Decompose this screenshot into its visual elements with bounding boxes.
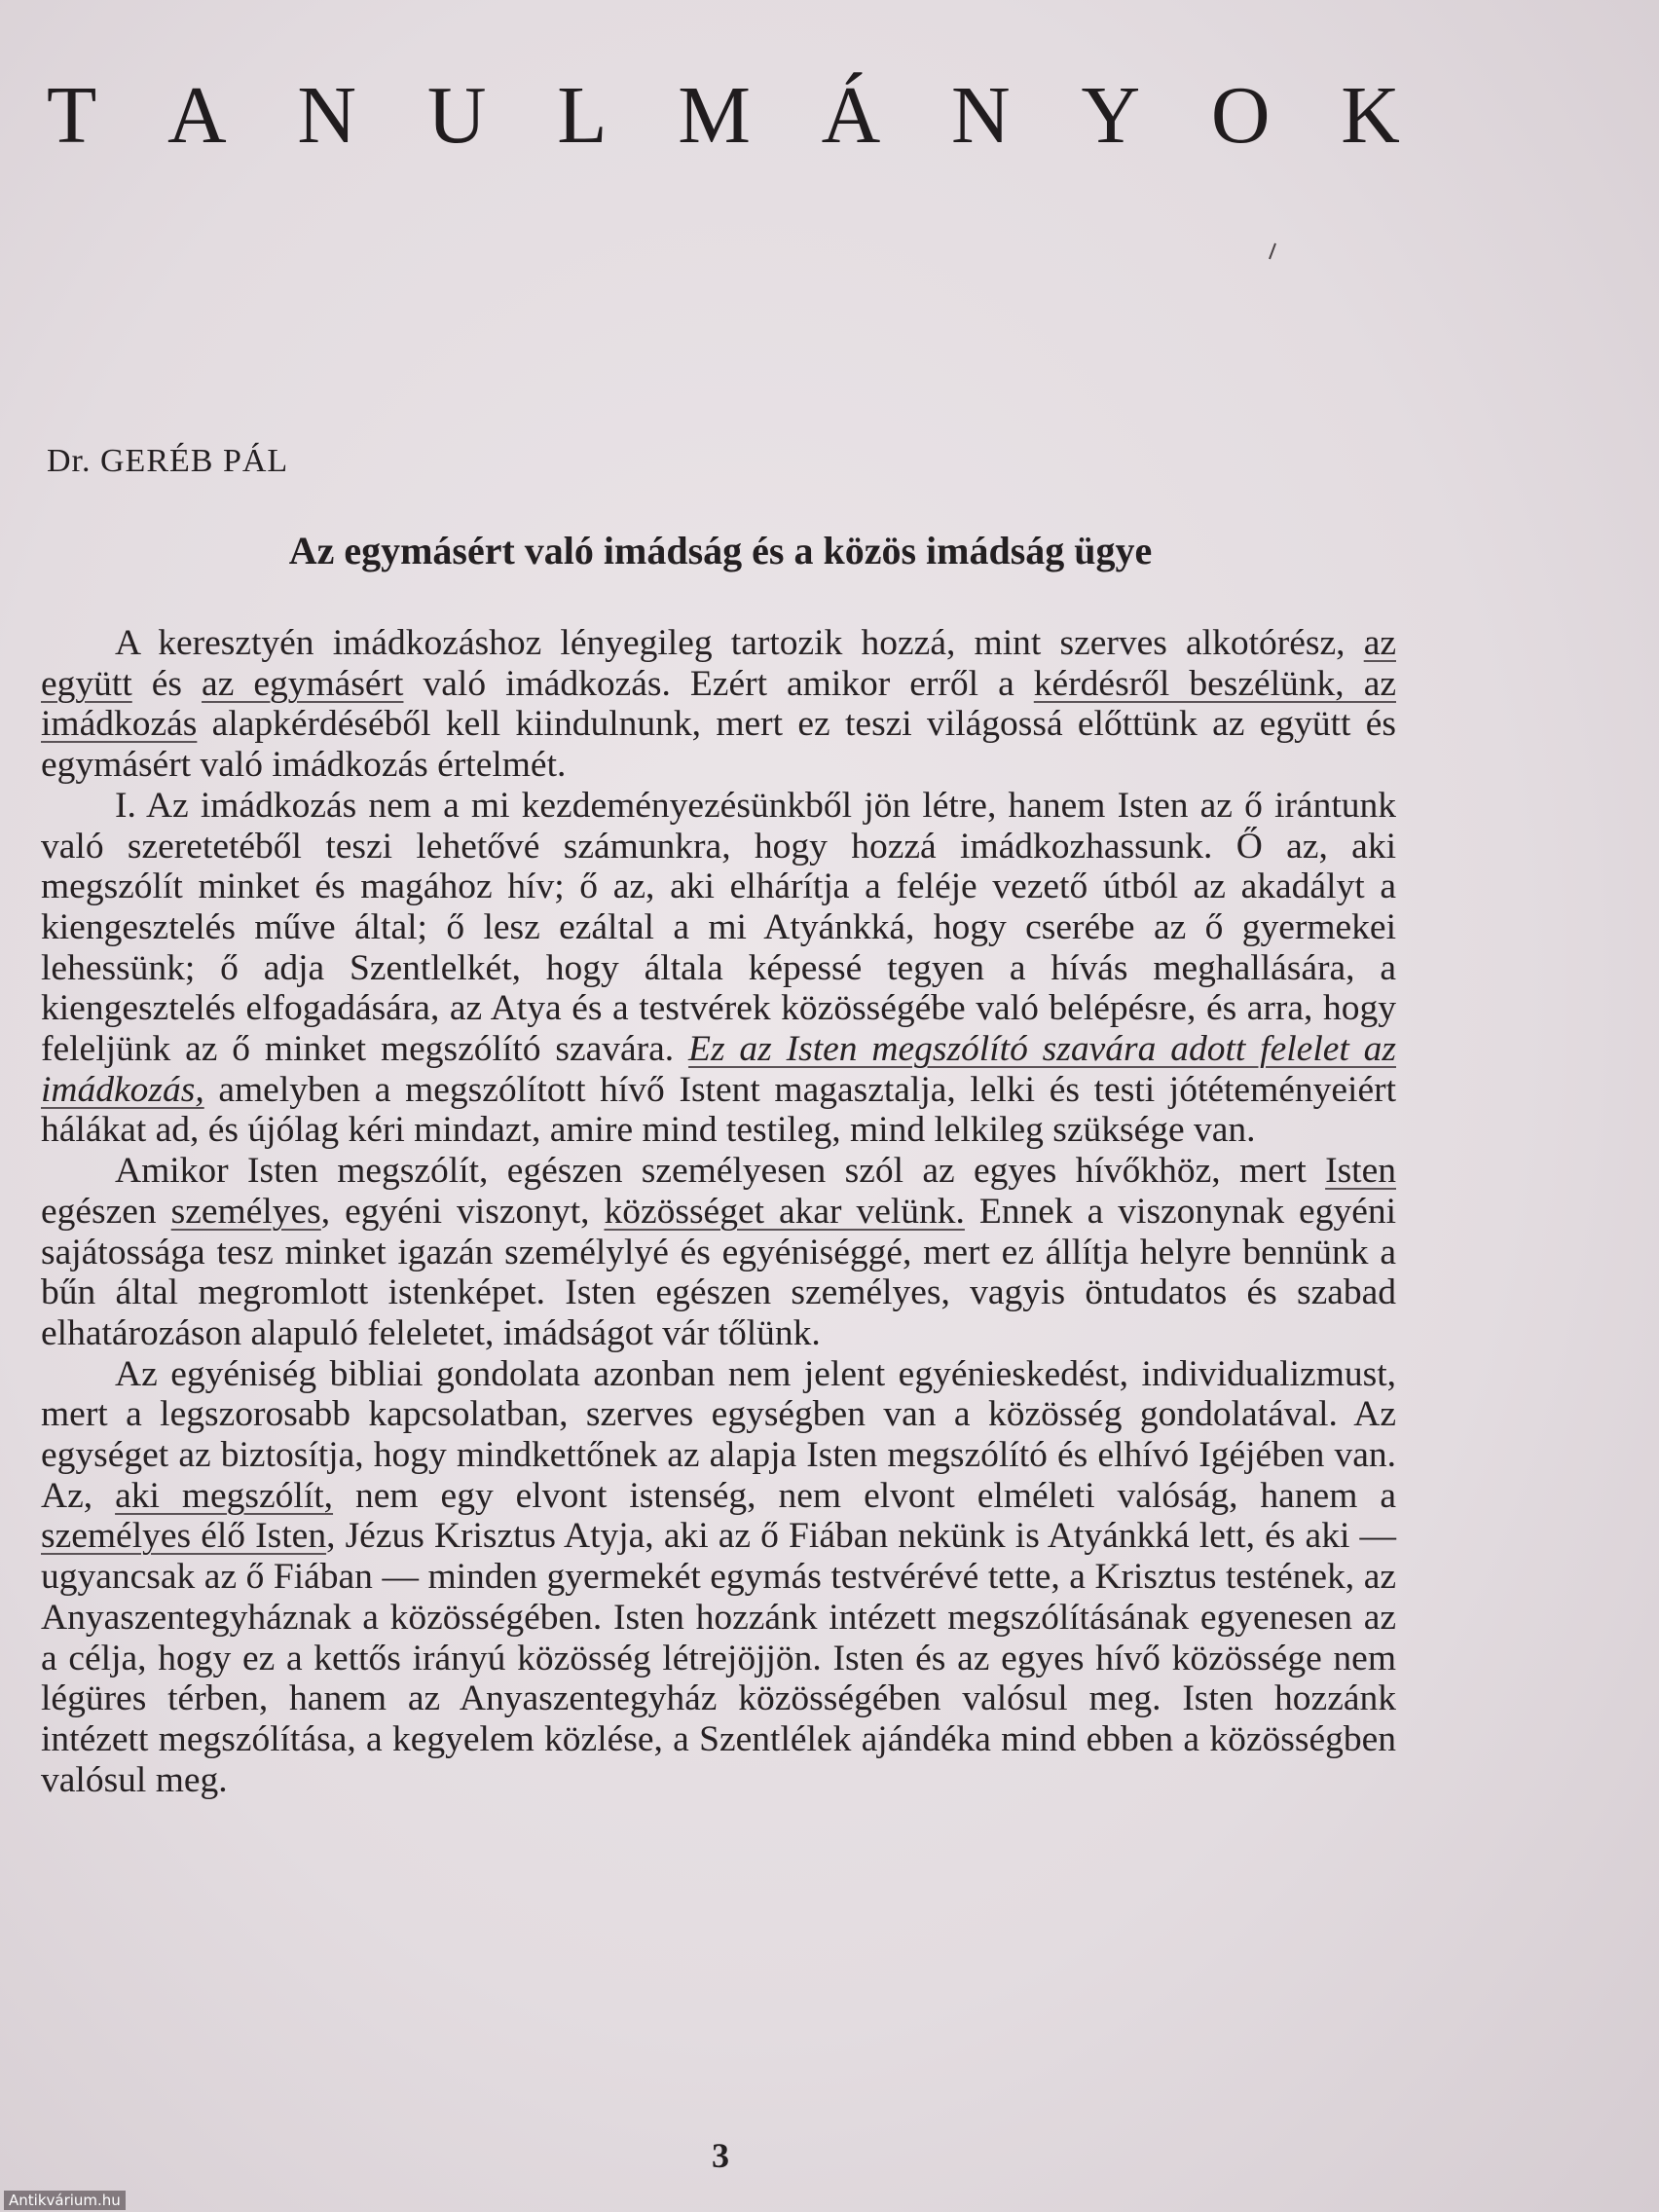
underlined-text: Ez az Isten megszólító szavára adott felelet az imádkozás, [41, 1029, 1397, 1110]
author-name: Dr. GERÉB PÁL [47, 443, 289, 479]
section-title-letter: N [297, 70, 357, 161]
section-title-letter: T [47, 70, 97, 161]
section-title-letter: U [426, 70, 487, 161]
paragraph [41, 1151, 1396, 1354]
paragraph [41, 786, 1396, 1151]
section-title [47, 68, 1400, 163]
text-run: A keresztyén imádkozáshoz lényegileg tartozik hozzá, mint szerves alkotórész, [115, 623, 1364, 663]
watermark: Antikvárium.hu [4, 2191, 126, 2210]
section-title-letter: M [678, 70, 751, 161]
text-run: alapkérdéséből kell kiindulnunk, mert ez teszi világossá előttünk az együtt és egymásért való imádkozás értelmét. [41, 704, 1396, 786]
underlined-text: személyes [170, 1191, 321, 1232]
article-body [41, 623, 1396, 1800]
underlined-text: az egymásért [202, 663, 404, 704]
text-run: Ennek a viszonynak egyéni sajátossága tesz minket igazán személylyé és egyéniséggé, mert ez állítja helyre bennünk a bűn által megromlott istenképet. Isten egészen személyes, vagyis öntudatos és szabad elhatározáson alapuló feleletet, imádságot vár tőlünk. [41, 1191, 1397, 1353]
section-title-letter: O [1210, 70, 1271, 161]
text-run: , Jézus Krisztus Atyja, aki az ő Fiában nekünk is Atyánkká lett, és aki — ugyancsak az ő Fiában — minden gyermekét egymás testvérévé tette, a Krisztus testének, az Anyaszentegyháznak a közösségében. Isten hozzánk intézett megszólításának egyenesen az a célja, hogy ez a kettős irányú közösség létrejöjjön. Isten és az egyes hívő közössége nem légüres térben, hanem az Anyaszentegyház közösségében valósul meg. Isten hozzánk intézett megszólítása, a kegyelem közlése, a Szentlélek ajándéka mind ebben a közösségben valósul meg. [41, 1516, 1396, 1800]
paragraph [41, 1354, 1396, 1801]
underlined-text: közösséget akar velünk. [604, 1191, 965, 1232]
underlined-text: aki megszólít, [115, 1475, 334, 1516]
page-number: 3 [712, 2136, 729, 2175]
text-run: egészen [41, 1191, 171, 1232]
underlined-text: Isten [1325, 1151, 1396, 1192]
text-run: nem egy elvont istenség, nem elvont elméleti valóság, hanem a [333, 1475, 1396, 1516]
underlined-text: az együtt [41, 623, 1396, 704]
text-run: , egyéni viszonyt, [320, 1191, 605, 1232]
section-title-letter: K [1341, 70, 1400, 161]
underlined-text: személyes élő Isten [41, 1516, 327, 1557]
text-run: I. Az imádkozás nem a mi kezdeményezésünkből jön létre, hanem Isten az ő irántunk való szeretetéből teszi lehetővé számunkra, hogy hozzá imádkozhassunk. Ő az, aki megszólít minket és magához hív; ő az, aki elhárítja a feléje vezető útból az akadályt a kiengesztelés műve által; ő lesz ezáltal a mi Atyánkká, hogy cserébe az ő gyermekei lehessünk; ő adja Szentlelkét, hogy általa képessé tegyen a hívás meghallására, a kiengesztelés elfogadására, az Atya és a testvérek közösségébe való belépésre, és arra, hogy feleljünk az ő minket megszólító szavára. [41, 785, 1396, 1070]
article-title: Az egymásért való imádság és a közös imádság ügye [288, 529, 1153, 572]
text-run: való imádkozás. Ezért amikor erről a [403, 663, 1034, 704]
section-title-letter: N [951, 70, 1011, 161]
section-title-letter: Y [1081, 70, 1141, 161]
section-title-letter: A [167, 70, 227, 161]
text-run: és [131, 663, 203, 704]
paragraph [41, 623, 1396, 786]
underlined-text: kérdésről beszélünk, az imádkozás [41, 663, 1397, 745]
section-title-letter: L [557, 70, 608, 161]
text-run: Az egyéniség bibliai gondolata azonban nem jelent egyénieskedést, individualizmust, mert a legszorosabb kapcsolatban, szerves egységben van a közösség gondolatával. Az egységet az biztosítja, hogy mindkettőnek az alapja Isten megszólító és elhívó Igéjében van. Az, [41, 1353, 1396, 1516]
pencil-mark-decoration [1266, 234, 1295, 263]
text-run: Amikor Isten megszólít, egészen személyesen szól az egyes hívőkhöz, mert [115, 1151, 1326, 1192]
text-run: amelyben a megszólított hívő Istent magasztalja, lelki és testi jótéteményeiért hálákat ad, és újólag kéri mindazt, amire mind testileg, mind lelkileg szüksége van. [41, 1069, 1396, 1151]
section-title-letter: Á [821, 70, 881, 161]
